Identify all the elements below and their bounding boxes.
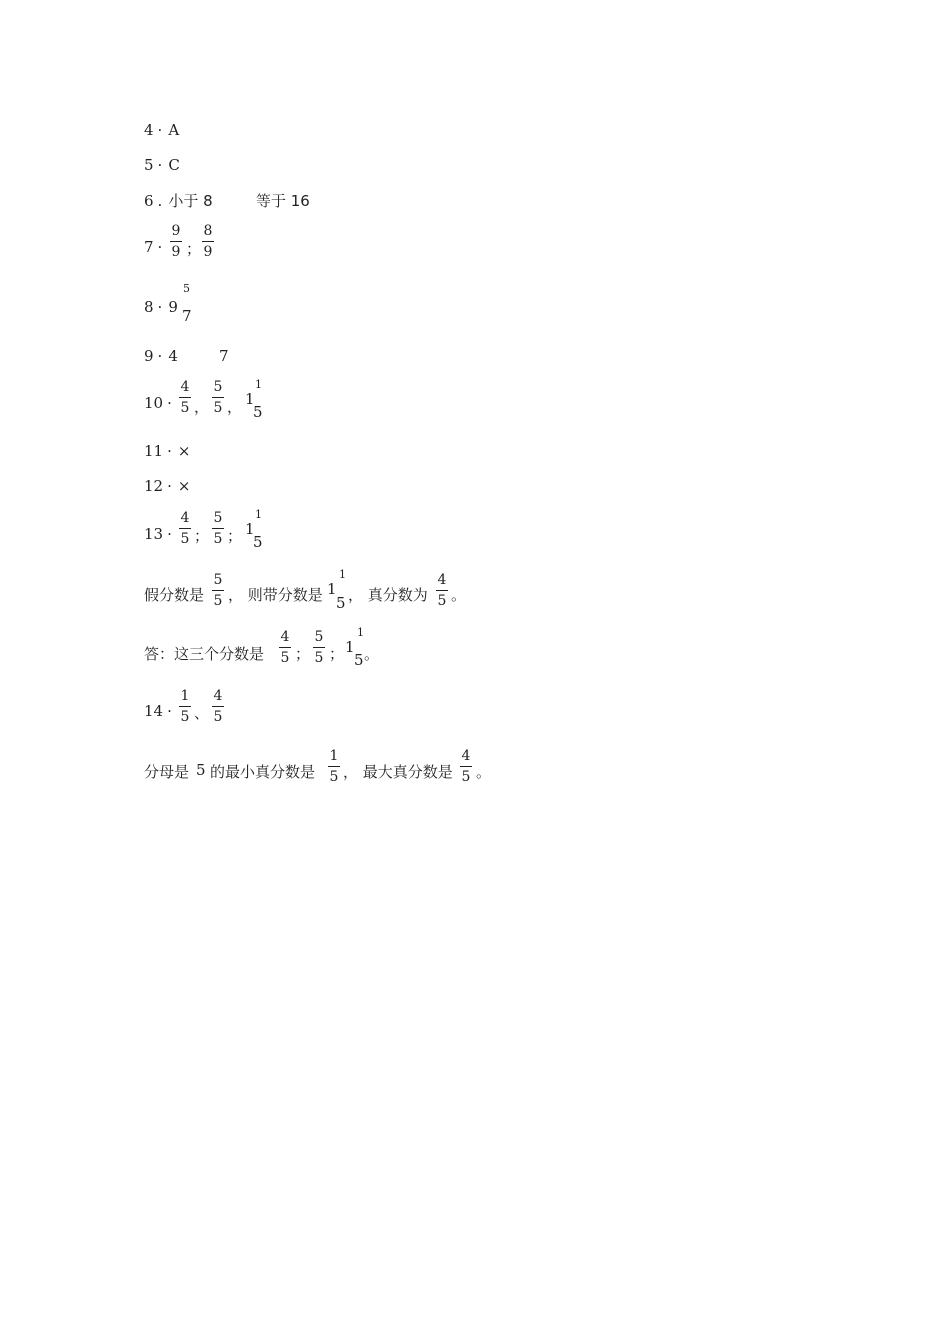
denominator: 5 xyxy=(280,650,290,666)
fraction xyxy=(168,222,184,261)
denominator: 5 xyxy=(213,709,223,725)
denominator: 5 xyxy=(354,651,364,669)
answer: × xyxy=(177,442,191,460)
superscript: 1 xyxy=(339,568,346,581)
numerator: 4 xyxy=(437,572,447,588)
dot: · xyxy=(157,156,163,174)
whole-part: 1 xyxy=(245,520,255,538)
superscript: 1 xyxy=(255,508,262,521)
numerator: 4 xyxy=(180,379,190,395)
dot: · xyxy=(157,298,163,316)
item-number: 10 xyxy=(144,394,164,412)
numerator: 4 xyxy=(280,629,290,645)
fraction-bar xyxy=(202,241,214,242)
answer-line-6 xyxy=(144,190,213,211)
item-number: 5 xyxy=(144,156,154,174)
fraction-bar xyxy=(212,397,224,398)
explanation-text: 。 xyxy=(451,586,467,604)
denominator: 5 xyxy=(336,594,346,612)
dot: · xyxy=(157,347,163,365)
item-number: 12 xyxy=(144,477,164,495)
item-number: 9 xyxy=(144,347,154,365)
denominator: 9 xyxy=(203,244,213,260)
denominator: 9 xyxy=(171,244,181,260)
fraction xyxy=(458,747,474,786)
fraction-bar xyxy=(328,766,340,767)
denominator: 5 xyxy=(314,650,324,666)
answer-line-5 xyxy=(144,156,180,174)
dot: . xyxy=(157,192,163,210)
numerator: 4 xyxy=(213,688,223,704)
fraction-bar xyxy=(212,528,224,529)
fraction-bar xyxy=(212,590,224,591)
whole-part: 9 xyxy=(168,298,178,316)
separator: ， xyxy=(194,398,210,416)
fraction xyxy=(311,628,327,667)
answer-line-11 xyxy=(144,442,190,460)
answer-a: 小于 8 xyxy=(168,192,213,210)
numerator: 8 xyxy=(203,223,213,239)
numerator: 9 xyxy=(171,223,181,239)
fraction xyxy=(210,509,226,548)
denominator: 5 xyxy=(329,769,339,785)
conclusion-text: 。 xyxy=(364,645,380,663)
separator: ； xyxy=(227,527,243,545)
numerator: 1 xyxy=(329,748,339,764)
explanation-text: 的最小真分数是 xyxy=(210,763,316,781)
whole-part: 1 xyxy=(245,390,255,408)
dot: · xyxy=(157,238,163,256)
item-number: 13 xyxy=(144,525,164,543)
answer-a: 4 xyxy=(168,347,178,365)
whole-part: 1 xyxy=(327,580,337,598)
fraction-bar xyxy=(179,706,191,707)
explanation-text: 。 xyxy=(476,763,492,781)
fraction xyxy=(434,571,450,610)
denominator: 5 xyxy=(437,593,447,609)
superscript: 1 xyxy=(357,626,364,639)
item-number: 6 xyxy=(144,192,154,210)
answer-line-7 xyxy=(144,238,168,256)
separator: ； xyxy=(186,240,202,258)
fraction-bar xyxy=(279,647,291,648)
fraction xyxy=(326,747,342,786)
denominator: 5 xyxy=(213,593,223,609)
separator: ； xyxy=(194,527,210,545)
fraction xyxy=(277,628,293,667)
number: 5 xyxy=(196,761,206,779)
answer: × xyxy=(177,477,191,495)
dot: · xyxy=(167,477,172,495)
dot: · xyxy=(167,442,172,460)
numerator: 5 xyxy=(213,510,223,526)
answer-line-12 xyxy=(144,477,190,495)
numerator: 1 xyxy=(180,688,190,704)
fraction xyxy=(210,571,226,610)
answer-line-13 xyxy=(144,525,178,543)
explanation-text: ， 则带分数是 xyxy=(228,586,323,604)
fraction-bar xyxy=(460,766,472,767)
answer: C xyxy=(168,156,180,174)
dot: · xyxy=(157,121,163,139)
separator: ， xyxy=(227,398,243,416)
fraction xyxy=(177,378,193,417)
fraction-bar xyxy=(436,590,448,591)
fraction-bar xyxy=(313,647,325,648)
separator: ； xyxy=(295,645,311,663)
item-number: 11 xyxy=(144,442,164,460)
separator: ； xyxy=(329,645,345,663)
denominator: 5 xyxy=(180,709,190,725)
numerator: 4 xyxy=(461,748,471,764)
numerator: 5 xyxy=(314,629,324,645)
superscript: 1 xyxy=(255,378,262,391)
fraction xyxy=(177,509,193,548)
explanation-text: 假分数是 xyxy=(144,586,205,604)
dot: · xyxy=(167,394,172,412)
numerator: 5 xyxy=(213,379,223,395)
conclusion-text: 答：这三个分数是 xyxy=(144,645,265,663)
denominator: 5 xyxy=(461,769,471,785)
explanation-text: ， 真分数为 xyxy=(348,586,428,604)
numerator: 5 xyxy=(213,572,223,588)
answer-line-10 xyxy=(144,394,178,412)
explanation-text: 分母是 xyxy=(144,763,190,781)
denominator: 5 xyxy=(213,400,223,416)
whole-part: 1 xyxy=(345,638,355,656)
fraction-bar xyxy=(212,706,224,707)
denominator: 5 xyxy=(180,400,190,416)
answer-line-14 xyxy=(144,702,178,720)
denominator: 5 xyxy=(253,533,263,551)
separator: 、 xyxy=(194,704,210,722)
superscript: 5 xyxy=(183,282,190,295)
denominator: 5 xyxy=(213,531,223,547)
denominator: 7 xyxy=(182,307,192,325)
denominator: 5 xyxy=(180,531,190,547)
answer: A xyxy=(168,121,180,139)
item-number: 8 xyxy=(144,298,154,316)
item-number: 4 xyxy=(144,121,154,139)
answer-line-4 xyxy=(144,121,179,139)
fraction-bar xyxy=(179,528,191,529)
answer-b-6: 等于 16 xyxy=(256,192,310,210)
fraction xyxy=(200,222,216,261)
fraction xyxy=(177,687,193,726)
explanation-text: ， 最大真分数是 xyxy=(343,763,453,781)
answer-b-9: 7 xyxy=(219,347,229,365)
item-number: 14 xyxy=(144,702,164,720)
answer-line-8 xyxy=(144,298,178,316)
numerator: 4 xyxy=(180,510,190,526)
dot: · xyxy=(167,702,172,720)
answer-line-9 xyxy=(144,347,178,365)
fraction xyxy=(210,378,226,417)
item-number: 7 xyxy=(144,238,154,256)
fraction-bar xyxy=(179,397,191,398)
fraction-bar xyxy=(170,241,182,242)
fraction xyxy=(210,687,226,726)
dot: · xyxy=(167,525,172,543)
denominator: 5 xyxy=(253,403,263,421)
